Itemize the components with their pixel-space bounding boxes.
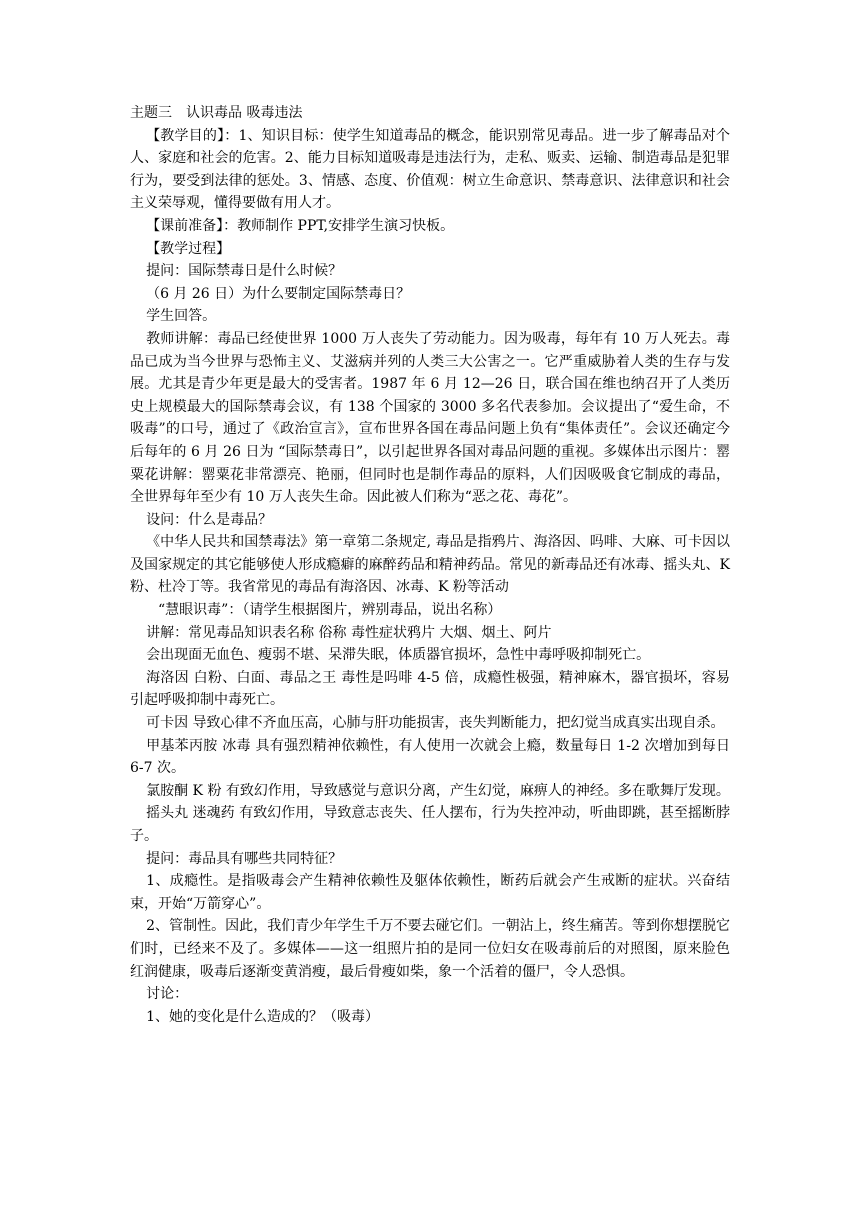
controlled-paragraph: 2、管制性。因此，我们青少年学生千万不要去碰它们。一朝沾上，终生痛苦。等到你想摆脱它们时，已经来不及了。多媒体——这一组照片拍的是同一位妇女在吸毒前后的对照图，原来脸色红润健康，吸毒后逐渐变黄消瘦，最后骨瘦如柴，象一个活着的僵尸，令人恐惧。 — [130, 918, 730, 980]
question-paragraph: 提问：国际禁毒日是什么时候？ — [146, 263, 343, 280]
answer-paragraph: （6 月 26 日）为什么要制定国际禁毒日？ — [146, 285, 411, 302]
opium-symptoms: 会出现面无血色、瘦弱不堪、呆滞失眠，体质器官损坏，急性中毒呼吸抑制死亡。 — [146, 647, 651, 664]
methamphetamine-paragraph: 甲基苯丙胺 冰毒 具有强烈精神依赖性，有人使用一次就会上瘾，数量每日 1-2 次增加到每日 6-7 次。 — [130, 737, 730, 777]
teaching-process-heading: 【教学过程】 — [146, 240, 231, 257]
teacher-explanation-paragraph: 教师讲解：毒品已经使世界 1000 万人丧失了劳动能力。因为吸毒，每年有 10 万人死去。毒品已成为当今世界与恐怖主义、艾滋病并列的人类三大公害之一。它严重威胁着人类的生存与发展。尤其是青少年更是最大的受害者。1987 年 6 月 12—26 日，联合国在维也纳召开了人类历史上规模最大的国际禁毒会议，有 138 个国家的 3000 多名代表参加。会议提出了“爱生命，不吸毒”的口号，通过了《政治宣言》，宣布世界各国在毒品问题上负有“集体责任”。会议还确定今后每年的 6 月 26 日为 “国际禁毒日”，以引起世界各国对毒品问题的重视。多媒体出示图片：罂粟花讲解：罂粟花非常漂亮、艳丽，但同时也是制作毒品的原料，人们因吸吸食它制成的毒品，全世界每年至少有 10 万人丧失生命。因此被人们称为“恶之花、毒花”。 — [130, 330, 730, 506]
discussion-heading: 讨论： — [146, 986, 189, 1003]
activity-paragraph: “慧眼识毒”：（请学生根据图片，辨别毒品，说出名称） — [158, 602, 502, 619]
ecstasy-paragraph: 摇头丸 迷魂药 有致幻作用，导致意志丧失、任人摆布，行为失控冲动，听曲即跳，甚至摇断脖子。 — [130, 805, 730, 844]
section-title: 主题三 认识毒品 吸毒违法 — [130, 105, 303, 121]
drug-table-heading: 讲解：常见毒品知识表名称 俗称 毒性症状鸦片 大烟、烟土、阿片 — [146, 624, 552, 641]
ketamine-paragraph: 氯胺酮 K 粉 有致幻作用，导致感觉与意识分离，产生幻觉，麻痹人的神经。多在歌舞厅发现。 — [146, 782, 730, 799]
heroin-paragraph: 海洛因 白粉、白面、毒品之王 毒性是吗啡 4-5 倍，成瘾性极强，精神麻木，器官损坏，容易引起呼吸抑制中毒死亡。 — [130, 669, 730, 709]
question-what-is-drug: 设问：什么是毒品？ — [146, 511, 273, 528]
cocaine-paragraph: 可卡因 导致心律不齐血压高，心肺与肝功能损害，丧失判断能力，把幻觉当成真实出现自杀。 — [146, 715, 725, 732]
addictiveness-paragraph: 1、成瘾性。是指吸毒会产生精神依赖性及躯体依赖性，断药后就会产生戒断的症状。兴奋结束，开始“万箭穿心”。 — [130, 873, 730, 912]
preparation-paragraph: 【课前准备】：教师制作 PPT,安排学生演习快板。 — [146, 217, 455, 234]
teaching-objectives-paragraph: 【教学目的】：1、知识目标：使学生知道毒品的概念，能识别常见毒品。进一步了解毒品对个人、家庭和社会的危害。2、能力目标知道吸毒是违法行为，走私、贩卖、运输、制造毒品是犯罪行为，要受到法律的惩处。3、情感、态度、价值观：树立生命意识、禁毒意识、法律意识和社会主义荣辱观，懂得要做有用人才。 — [130, 127, 730, 212]
question-common-features: 提问：毒品具有哪些共同特征？ — [146, 850, 343, 867]
document-page — [130, 102, 730, 1028]
law-definition-paragraph: 《中华人民共和国禁毒法》第一章第二条规定, 毒品是指鸦片、海洛因、吗啡、大麻、可卡因以及国家规定的其它能够使人形成瘾癖的麻醉药品和精神药品。常见的新毒品还有冰毒、摇头丸、K 粉、杜冷丁等。我省常见的毒品有海洛因、冰毒、K 粉等活动 — [130, 534, 730, 596]
students-answer-paragraph: 学生回答。 — [146, 308, 217, 325]
discussion-question-1: 1、她的变化是什么造成的？（吸毒） — [146, 1008, 379, 1025]
